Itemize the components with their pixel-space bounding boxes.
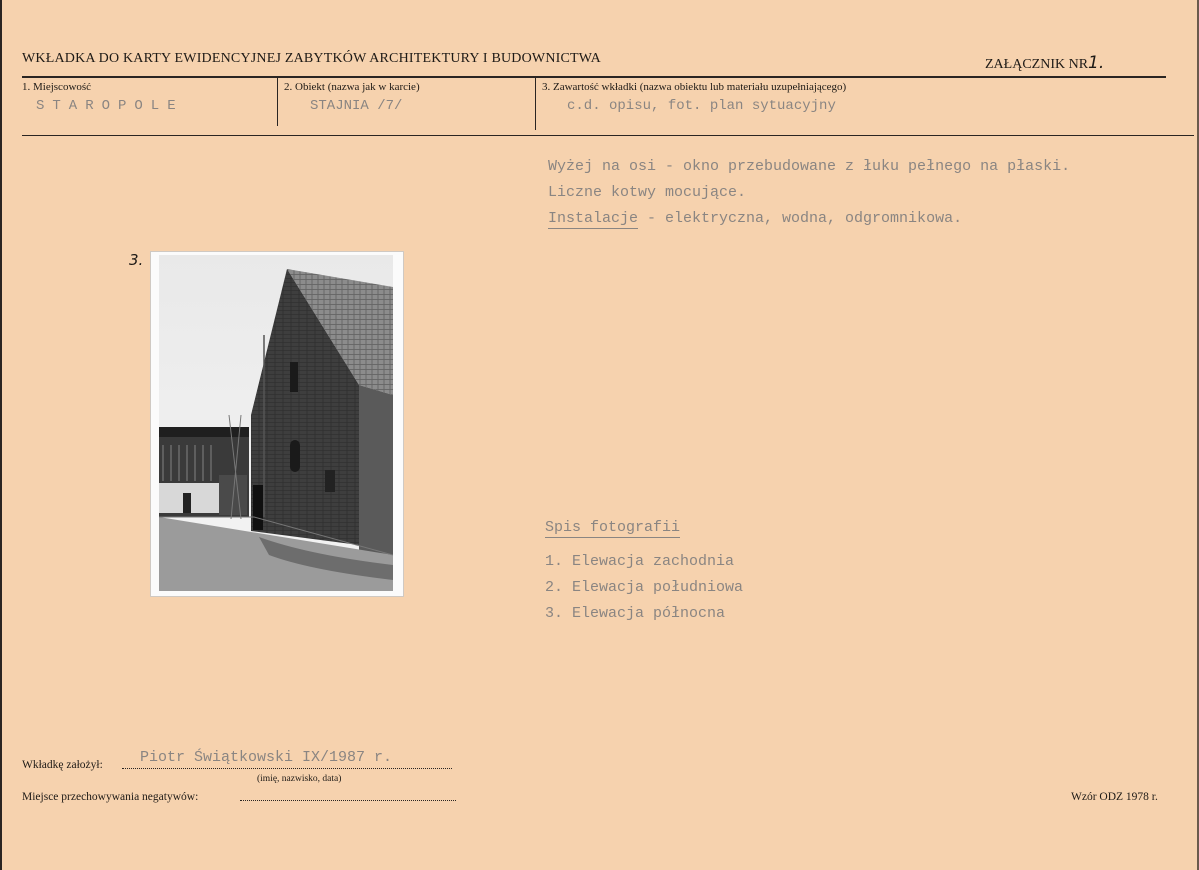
negatives-label: Miejsce przechowywania negatywów: <box>22 791 199 803</box>
form-version: Wzór ODZ 1978 r. <box>1071 791 1158 803</box>
field-divider-1 <box>277 78 278 126</box>
photo-list-heading-text: Spis fotografii <box>545 519 681 536</box>
author-label: Wkładkę założył: <box>22 759 103 771</box>
annex-number: 1. <box>1088 53 1105 73</box>
photo-mount <box>150 251 404 597</box>
photo-list-item: 3. Elewacja północna <box>545 605 726 622</box>
field-divider-2 <box>535 78 536 130</box>
description-line-1: Wyżej na osi - okno przebudowane z łuku pełnego na płaski. <box>548 158 1071 175</box>
author-dotted-line <box>122 768 452 769</box>
photo-list-item: 2. Elewacja południowa <box>545 579 744 596</box>
installations-list: - elektryczna, wodna, odgromnikowa. <box>638 210 963 227</box>
building-photo <box>159 255 393 591</box>
locality-value: STAROPOLE <box>36 98 184 114</box>
photo-list-item: 1. Elewacja zachodnia <box>545 553 735 570</box>
locality-label: 1. Miejscowość <box>22 81 92 93</box>
form-title: WKŁADKA DO KARTY EWIDENCYJNEJ ZABYTKÓW ARCHITEKTURY I BUDOWNICTWA <box>22 51 601 66</box>
photo-list-heading <box>545 519 680 536</box>
description-line-3 <box>548 210 962 227</box>
object-label: 2. Obiekt (nazwa jak w karcie) <box>284 81 420 93</box>
author-hint: (imię, nazwisko, data) <box>257 774 342 784</box>
photo-number: 3. <box>129 251 144 269</box>
annex-label <box>985 53 1104 73</box>
installations-heading: Instalacje <box>548 210 639 227</box>
negatives-dotted-line <box>240 800 456 801</box>
contents-label: 3. Zawartość wkładki (nazwa obiektu lub materiału uzupełniającego) <box>542 81 847 93</box>
contents-value: c.d. opisu, fot. plan sytuacyjny <box>567 98 836 114</box>
section-rule <box>22 135 1194 136</box>
author-value: Piotr Świątkowski IX/1987 r. <box>140 749 393 766</box>
description-line-2: Liczne kotwy mocujące. <box>548 184 747 201</box>
header-rule <box>22 76 1166 78</box>
annex-label-text: ZAŁĄCZNIK NR <box>985 57 1089 72</box>
object-value: STAJNIA /7/ <box>310 98 403 114</box>
